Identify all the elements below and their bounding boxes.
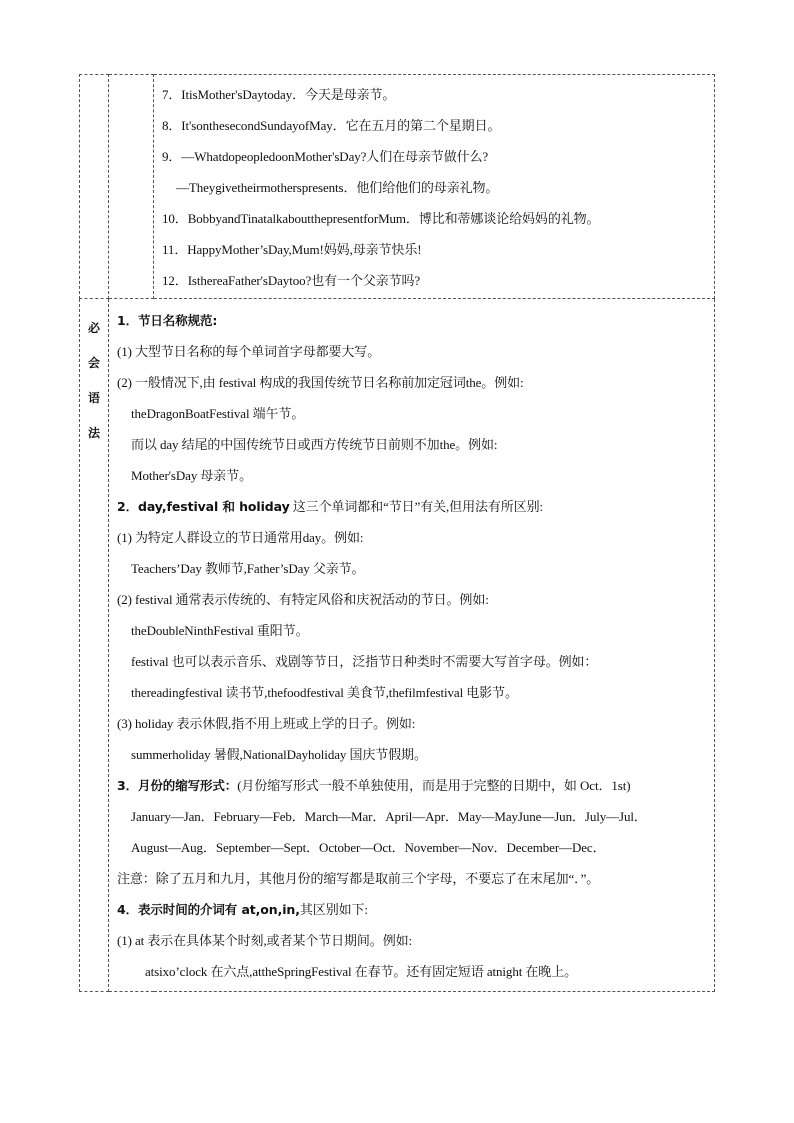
section-label-cell <box>80 299 109 992</box>
empty-cell-left <box>80 75 109 299</box>
section-1-example: Mother'sDay 母亲节。 <box>131 468 252 483</box>
section-2-example: summerholiday 暑假,NationalDayholiday 国庆节假期。 <box>131 747 427 762</box>
section-2-example: theDoubleNinthFestival 重阳节。 <box>131 623 309 638</box>
section-2-example: thereadingfestival 读书节,thefoodfestival 美食节,thefilmfestival 电影节。 <box>131 685 518 700</box>
section-label <box>80 319 108 441</box>
section-label-char: 会 <box>87 356 100 370</box>
section-2-line: (2) festival 通常表示传统的、有特定风俗和庆祝活动的节日。例如: <box>117 592 489 607</box>
section-3-title-bold: 3．月份的缩写形式： <box>117 778 238 793</box>
section-label-char: 法 <box>87 426 100 440</box>
section-1-title: 1．节日名称规范: <box>117 313 218 328</box>
section-4-title-rest: 其区别如下: <box>299 902 368 917</box>
section-1-line: (1) 大型节日名称的每个单词首字母都要大写。 <box>117 344 381 359</box>
grammar-cell <box>109 299 715 992</box>
empty-cell-middle <box>109 75 154 299</box>
section-2-example: Teachers’Day 教师节,Father’sDay 父亲节。 <box>131 561 365 576</box>
sentences-cell <box>154 75 715 299</box>
grammar-row <box>80 299 715 992</box>
sentence-8: 8．It'sonthesecondSundayofMay．它在五月的第二个星期日。 <box>162 118 501 133</box>
section-3-months: August—Aug．September—Sept．October—Oct．November—Nov．December—Dec． <box>131 840 606 855</box>
section-2-line: (3) holiday 表示休假,指不用上班或上学的日子。例如: <box>117 716 416 731</box>
section-4-title <box>117 894 704 925</box>
sentence-11: 11．HappyMother’sDay,Mum!妈妈,母亲节快乐! <box>162 242 422 257</box>
lesson-table <box>79 74 715 992</box>
section-4-example: atsixo’clock 在六点,attheSpringFestival 在春节。还有固定短语 atnight 在晚上。 <box>145 964 577 979</box>
section-2-line: (1) 为特定人群设立的节日通常用day。例如: <box>117 530 364 545</box>
section-3-title-rest: (月份缩写形式一般不单独使用，而是用于完整的日期中，如 Oct．1st) <box>237 778 631 793</box>
sentence-9-question: 9．—WhatdopeopledoonMother'sDay?人们在母亲节做什么? <box>162 149 489 164</box>
section-1-example: theDragonBoatFestival 端午节。 <box>131 406 305 421</box>
section-2-title-bold: 2．day,festival 和 holiday <box>117 499 290 514</box>
sentence-7: 7．ItisMother'sDaytoday．今天是母亲节。 <box>162 87 396 102</box>
section-2-title <box>117 491 704 522</box>
section-1-line: (2) 一般情况下,由 festival 构成的我国传统节日名称前加定冠词the。例如: <box>117 375 524 390</box>
section-3-title <box>117 770 704 801</box>
section-label-char: 必 <box>87 321 100 335</box>
section-4-title-bold: 4．表示时间的介词有 at,on,in, <box>117 902 300 917</box>
section-1-line: 而以 day 结尾的中国传统节日或西方传统节日前则不加the。例如: <box>131 437 498 452</box>
section-3-months: January—Jan．February—Feb．March—Mar．April—Apr．May—MayJune—Jun．July—Jul． <box>131 809 647 824</box>
section-2-title-rest: 这三个单词都和“节日”有关,但用法有所区别: <box>289 499 543 514</box>
section-label-char: 语 <box>87 391 100 405</box>
sentence-12: 12．IsthereaFather'sDaytoo?也有一个父亲节吗? <box>162 273 421 288</box>
section-2-line: festival 也可以表示音乐、戏剧等节日，泛指节日种类时不需要大写首字母。例如： <box>131 654 598 669</box>
section-3-note: 注意：除了五月和九月，其他月份的缩写都是取前三个字母，不要忘了在末尾加“．”。 <box>117 871 600 886</box>
section-4-line: (1) at 表示在具体某个时刻,或者某个节日期间。例如: <box>117 933 413 948</box>
sentence-10: 10．BobbyandTinatalkaboutthepresentforMum．博比和蒂娜谈论给妈妈的礼物。 <box>162 211 600 226</box>
sentences-row <box>80 75 715 299</box>
sentence-9-answer: —Theygivetheirmotherspresents．他们给他们的母亲礼物。 <box>176 180 499 195</box>
